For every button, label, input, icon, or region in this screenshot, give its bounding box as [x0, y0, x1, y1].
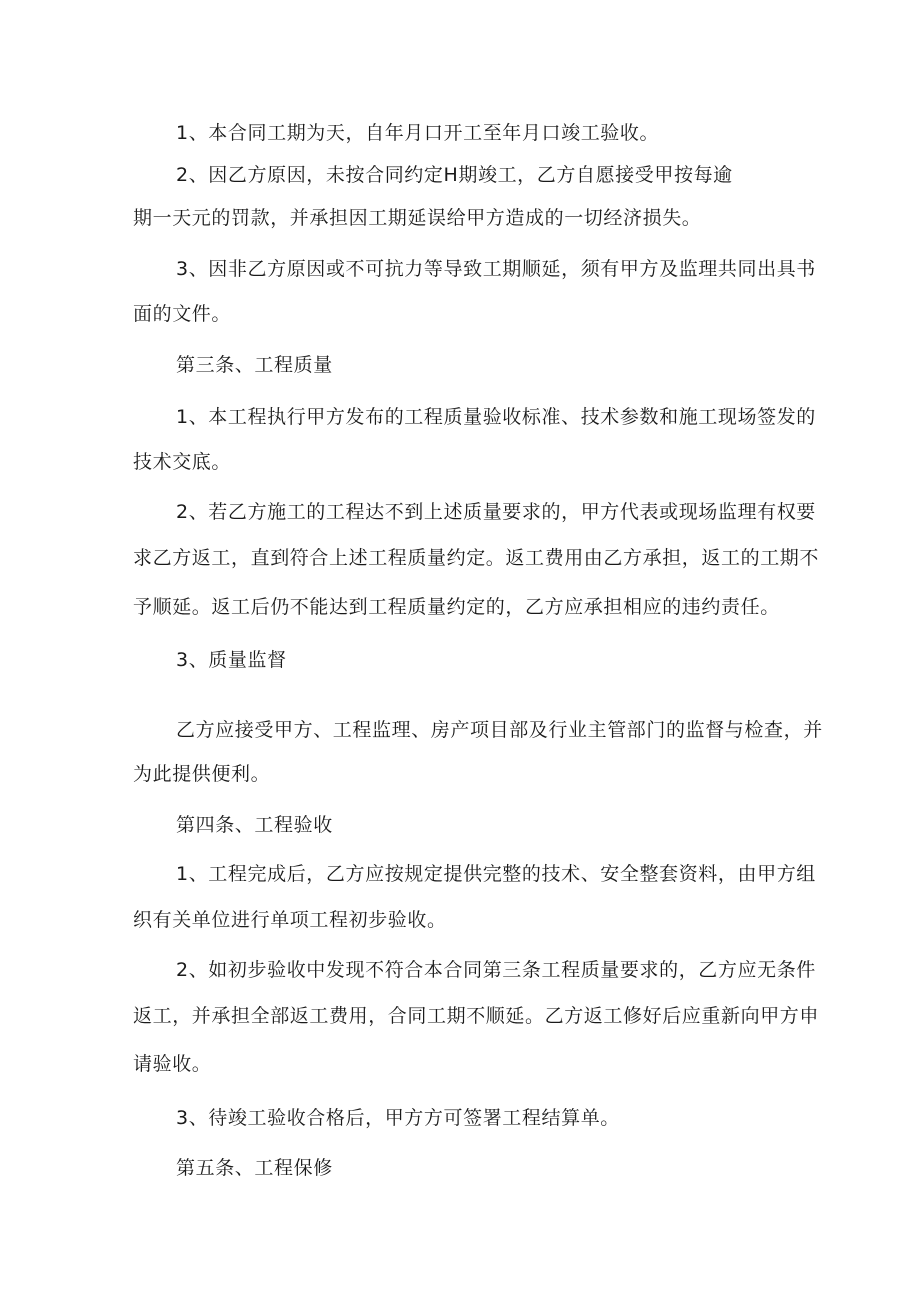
clause-2-item-3-line-1: 3、因非乙方原因或不可抗力等导致工期顺延，须有甲方及监理共同出具书	[176, 258, 816, 280]
clause-4-item-2-line-1: 2、如初步验收中发现不符合本合同第三条工程质量要求的，乙方应无条件	[176, 959, 816, 981]
clause-3-item-1-line-2: 技术交底。	[133, 451, 232, 473]
clause-2-item-1: 1、本合同工期为天，自年月口开工至年月口竣工验收。	[176, 122, 660, 144]
clause-5-heading: 第五条、工程保修	[176, 1157, 333, 1179]
clause-2-item-3-line-2: 面的文件。	[133, 303, 232, 325]
clause-2-item-2-line-1: 2、因乙方原因，未按合同约定H期竣工，乙方自愿接受甲按每逾	[176, 164, 733, 186]
clause-4-item-2-line-2: 返工，并承担全部返工费用，合同工期不顺延。乙方返工修好后应重新向甲方申	[133, 1005, 820, 1027]
clause-3-item-2-line-2: 求乙方返工，直到符合上述工程质量约定。返工费用由乙方承担，返工的工期不	[133, 547, 820, 569]
clause-4-item-2-line-3: 请验收。	[133, 1053, 212, 1075]
clause-2-item-2-line-2: 期一天元的罚款，并承担因工期延误给甲方造成的一切经济损失。	[133, 207, 702, 229]
clause-4-item-1-line-1: 1、工程完成后，乙方应按规定提供完整的技术、安全整套资料，由甲方组	[176, 863, 816, 885]
clause-4-item-1-line-2: 织有关单位进行单项工程初步验收。	[133, 909, 447, 931]
clause-3-item-3-heading: 3、质量监督	[176, 649, 287, 671]
clause-3-item-1-line-1: 1、本工程执行甲方发布的工程质量验收标准、技术参数和施工现场签发的	[176, 406, 816, 428]
clause-4-heading: 第四条、工程验收	[176, 814, 333, 836]
clause-4-item-3: 3、待竣工验收合格后，甲方方可签署工程结算单。	[176, 1107, 620, 1129]
clause-3-heading: 第三条、工程质量	[176, 354, 333, 376]
clause-3-item-3-line-1: 乙方应接受甲方、工程监理、房产项目部及行业主管部门的监督与检查，并	[176, 719, 823, 741]
clause-3-item-3-line-2: 为此提供便利。	[133, 763, 271, 785]
clause-3-item-2-line-1: 2、若乙方施工的工程达不到上述质量要求的，甲方代表或现场监理有权要	[176, 501, 816, 523]
clause-3-item-2-line-3: 予顺延。返工后仍不能达到工程质量约定的，乙方应承担相应的违约责任。	[133, 596, 780, 618]
